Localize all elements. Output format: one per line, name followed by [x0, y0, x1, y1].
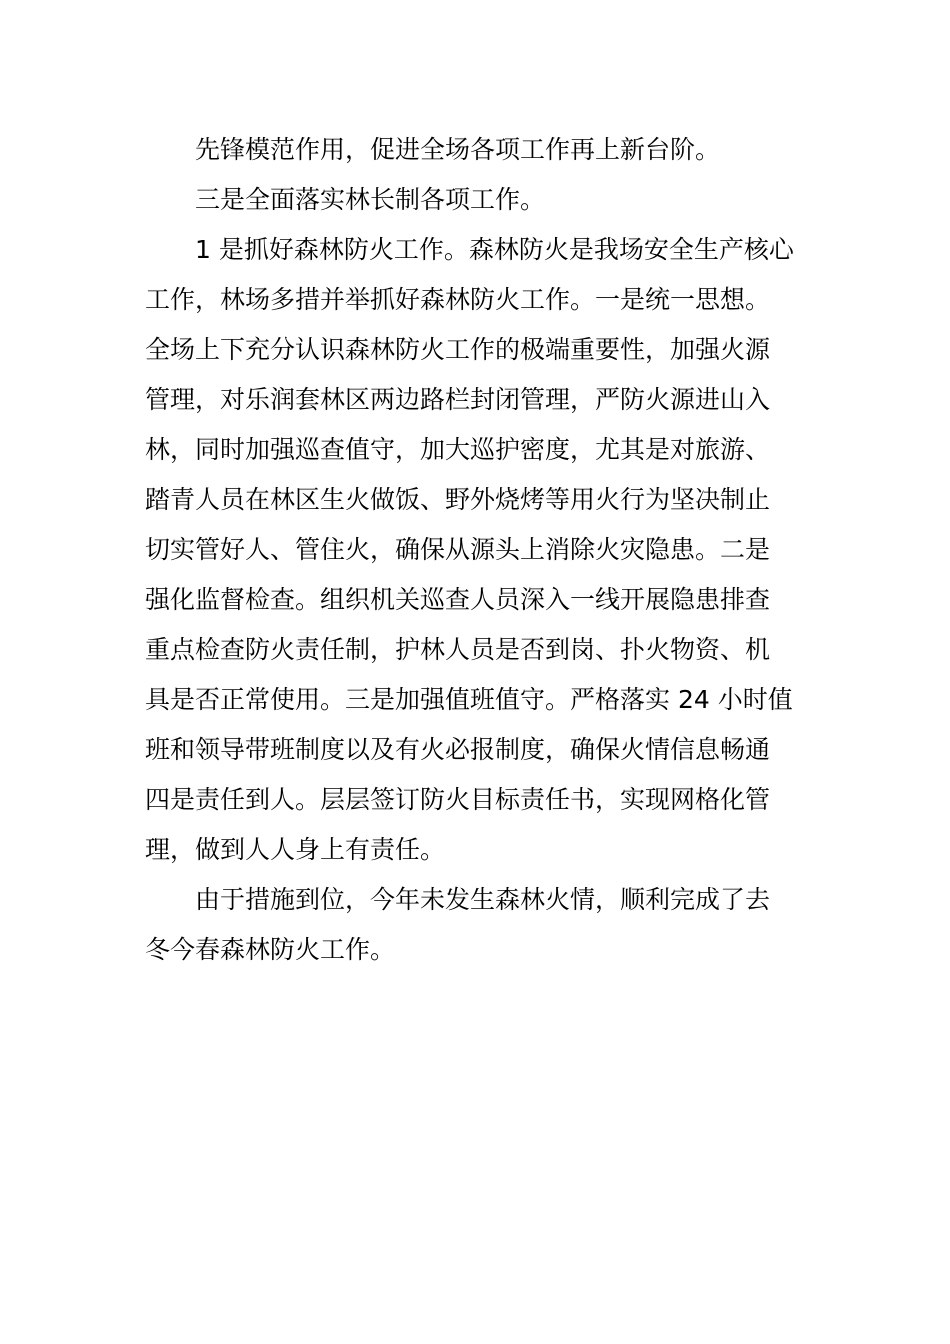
text-line: 1 是抓好森林防火工作。森林防火是我场安全生产核心	[195, 235, 794, 264]
text-line: 重点检查防火责任制，护林人员是否到岗、扑火物资、机	[145, 635, 771, 664]
text-line: 踏青人员在林区生火做饭、野外烧烤等用火行为坚决制止	[145, 485, 771, 514]
text-line: 先锋模范作用，促进全场各项工作再上新台阶。	[195, 135, 721, 164]
text-line: 强化监督检查。组织机关巡查人员深入一线开展隐患排查	[145, 585, 771, 614]
text-line: 管理，对乐润套林区两边路栏封闭管理，严防火源进山入	[145, 385, 771, 414]
text-line: 工作，林场多措并举抓好森林防火工作。一是统一思想。	[145, 285, 771, 314]
text-line: 切实管好人、管住火，确保从源头上消除火灾隐患。二是	[145, 535, 771, 564]
section-heading: 三是全面落实林长制各项工作。	[195, 185, 546, 214]
text-line: 四是责任到人。层层签订防火目标责任书，实现网格化管	[145, 785, 771, 814]
text-line: 理，做到人人身上有责任。	[145, 835, 446, 864]
text-line: 全场上下充分认识森林防火工作的极端重要性，加强火源	[145, 335, 771, 364]
document-body	[145, 125, 807, 975]
text-line: 林，同时加强巡查值守，加大巡护密度，尤其是对旅游、	[145, 435, 771, 464]
text-line: 班和领导带班制度以及有火必报制度，确保火情信息畅通	[145, 735, 771, 764]
text-line: 冬今春森林防火工作。	[145, 935, 396, 964]
text-line: 具是否正常使用。三是加强值班值守。严格落实 24 小时值	[145, 685, 793, 714]
text-line: 由于措施到位，今年未发生森林火情，顺利完成了去	[195, 885, 771, 914]
